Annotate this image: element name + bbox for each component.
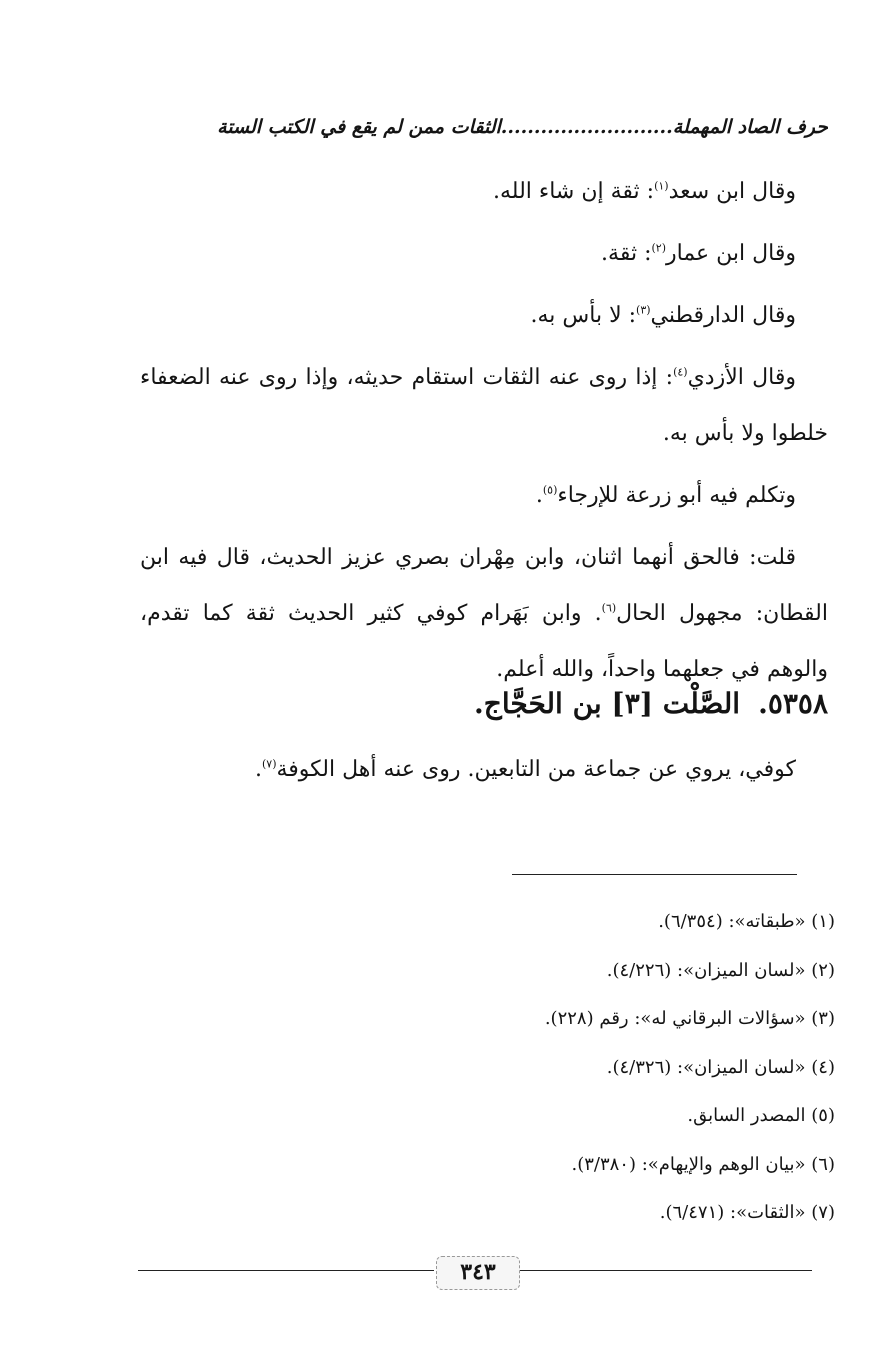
running-header: حرف الصاد المهملة..........................الثقات ممن لم يقع في الكتب الستة: [217, 116, 828, 138]
footnotes-list: [300, 902, 835, 1242]
footnote-ref-6[interactable]: (٦): [601, 601, 617, 615]
footnote-ref-2[interactable]: (٢): [651, 241, 667, 255]
entry-name: الصَّلْت [٣] بن الحَجَّاج.: [474, 687, 741, 720]
entry-number: ٥٣٥٨.: [758, 687, 828, 720]
footnote-item: (٥) المصدر السابق.: [687, 1105, 835, 1126]
main-text: [140, 164, 828, 698]
paragraph-daraqutni: وقال الدارقطني$^{(٣)}$: لا بأس به.: [530, 303, 796, 328]
footnote-item: (٦) «بيان الوهم والإيهام»: (٣/٣٨٠).: [571, 1153, 835, 1175]
footnote-item: (٧) «الثقات»: (٦/٤٧١).: [659, 1202, 835, 1223]
paragraph-author-comment: قلت: فالحق أنهما اثنان، وابن مِهْران بصري عزيز الحديث، قال فيه ابن القطان: مجهول الحال$^{(٦)}$. وابن بَهَرام كوفي كثير الحديث ثقة كما تقدم، والوهم في جعلهما واحداً، والله أعلم.: [140, 545, 828, 682]
footer-rule-right: [520, 1270, 812, 1271]
entry-description: كوفي، يروي عن جماعة من التابعين. روى عنه أهل الكوفة$^{(٧)}$.: [254, 757, 796, 782]
paragraph-ibn-ammar: وقال ابن عمار$^{(٢)}$: ثقة.: [601, 241, 796, 266]
footnote-ref-1[interactable]: (١): [654, 179, 669, 193]
footnote-item: (٤) «لسان الميزان»: (٤/٣٢٦).: [606, 1056, 835, 1078]
paragraph-ibn-saad: وقال ابن سعد$^{(١)}$: ثقة إن شاء الله.: [493, 179, 796, 204]
paragraph-abu-zura: وتكلم فيه أبو زرعة للإرجاء$^{(٥)}$.: [535, 483, 796, 508]
footnote-ref-7[interactable]: (٧): [261, 757, 277, 771]
footnote-divider: [512, 874, 797, 875]
paragraph-azdi: وقال الأزدي$^{(٤)}$: إذا روى عنه الثقات استقام حديثه، وإذا روى عنه الضعفاء خلطوا ولا بأس به.: [140, 365, 828, 446]
footnote-item: (٣) «سؤالات البرقاني له»: رقم (٢٢٨).: [544, 1008, 835, 1029]
footnote-item: (١) «طبقاته»: (٦/٣٥٤).: [658, 911, 835, 932]
footnote-ref-4[interactable]: (٤): [673, 365, 688, 379]
footnote-ref-5[interactable]: (٥): [542, 483, 558, 497]
footnote-ref-3[interactable]: (٣): [636, 303, 651, 317]
page-number: ٣٤٣: [436, 1256, 520, 1290]
footnote-item: (٢) «لسان الميزان»: (٤/٢٢٦).: [606, 959, 835, 981]
footer-rule-left: [138, 1270, 434, 1271]
entry-heading: [140, 684, 828, 724]
